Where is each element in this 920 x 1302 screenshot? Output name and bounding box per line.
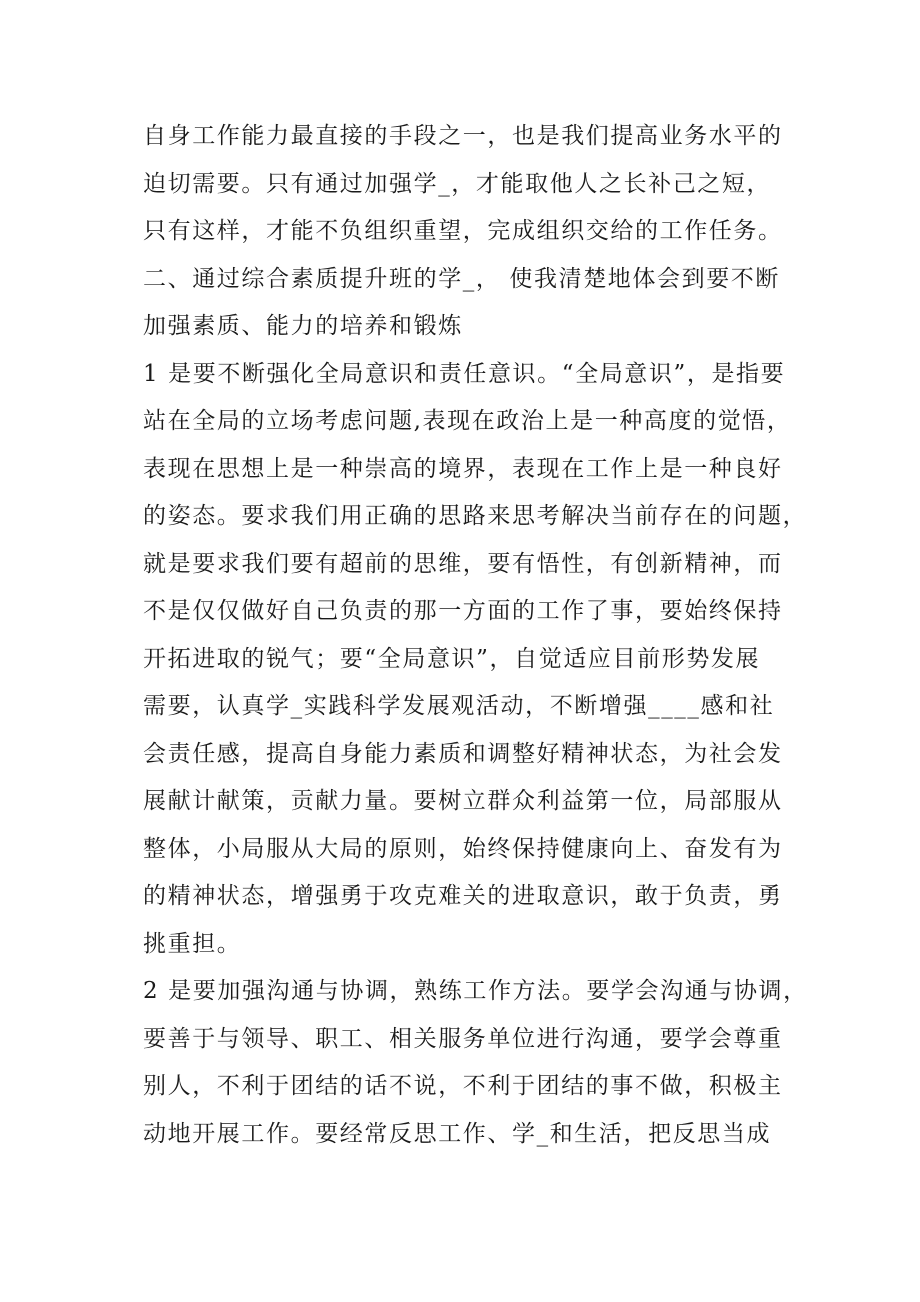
text-line: 2 是要加强沟通与协调，熟练工作方法。要学会沟通与协调， (143, 978, 808, 1004)
text-line: 就是要求我们要有超前的思维，要有悟性，有创新精神，而 (143, 551, 783, 577)
text-line: 整体，小局服从大局的原则，始终保持健康向上、奋发有为 (143, 836, 783, 862)
text-line: 表现在思想上是一种崇高的境界，表现在工作上是一种良好 (143, 456, 783, 482)
text-line: 要善于与领导、职工、相关服务单位进行沟通，要学会尊重 (143, 1026, 783, 1052)
text-line: 1 是要不断强化全局意识和责任意识。“全局意识”，是指要 (143, 361, 786, 387)
text-line: 动地开展工作。要经常反思工作、学_和生活，把反思当成 (143, 1121, 772, 1147)
text-line: 会责任感，提高自身能力素质和调整好精神状态，为社会发 (143, 741, 783, 767)
text-line: 迫切需要。只有通过加强学_，才能取他人之长补己之短， (143, 171, 772, 197)
text-line: 的姿态。要求我们用正确的思路来思考解决当前存在的问题， (143, 503, 808, 529)
text-line: 的精神状态，增强勇于攻克难关的进取意识，敢于负责，勇 (143, 883, 783, 909)
text-line: 只有这样，才能不负组织重望，完成组织交给的工作任务。 (143, 218, 783, 244)
text-line: 开拓进取的锐气；要“全局意识”，自觉适应目前形势发展 (143, 646, 761, 672)
text-line: 挑重担。 (143, 931, 242, 957)
section-heading-line: 二、通过综合素质提升班的学_， 使我清楚地体会到要不断 (143, 266, 781, 292)
text-line: 自身工作能力最直接的手段之一，也是我们提高业务水平的 (143, 123, 783, 149)
text-line: 展献计献策，贡献力量。要树立群众利益第一位，局部服从 (143, 788, 783, 814)
text-line: 需要，认真学_实践科学发展观活动，不断增强____感和社 (143, 693, 775, 719)
text-line: 不是仅仅做好自己负责的那一方面的工作了事，要始终保持 (143, 598, 783, 624)
text-line: 别人，不利于团结的话不说，不利于团结的事不做，积极主 (143, 1073, 783, 1099)
section-heading-line: 加强素质、能力的培养和锻炼 (143, 313, 463, 339)
text-line: 站在全局的立场考虑问题,表现在政治上是一种高度的觉悟， (143, 408, 792, 434)
